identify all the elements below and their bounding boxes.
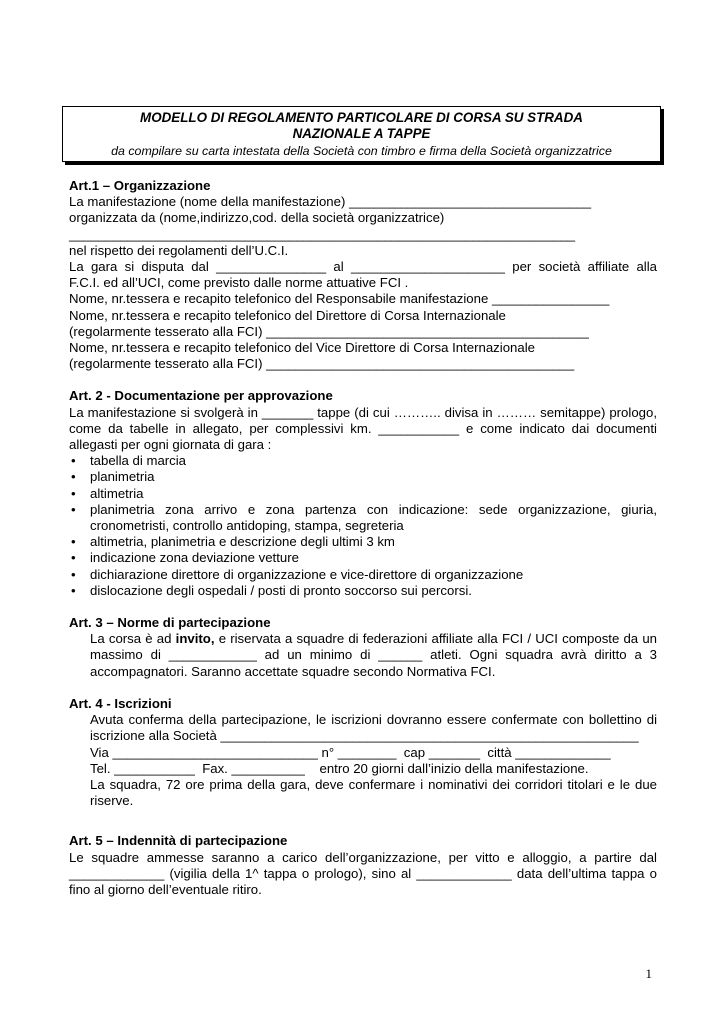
art2-line: La manifestazione si svolgerà in _______ tappe (di cui ……….. divisa in ……… semitappe) prologo, — [69, 404, 657, 420]
list-item: • dichiarazione direttore di organizzazione e vice-direttore di organizzazione — [90, 567, 657, 583]
art4-line: Via ____________________________ n° ________ cap _______ città _____________ — [90, 744, 611, 760]
art4-paragraph: La squadra, 72 ore prima della gara, deve confermare i nominativi dei corridori titolari e le due riserve. — [90, 776, 657, 809]
spacer — [69, 372, 657, 388]
list-item: • planimetria — [90, 469, 657, 485]
art2-line: come da tabelle in allegato, per complessivi km. ___________ e come indicato dai documenti — [69, 420, 657, 436]
list-item: • planimetria zona arrivo e zona partenza con indicazione: sede organizzazione, giuria, cronometristi, controllo antidoping, stampa, segreteria — [90, 502, 657, 534]
art1-line: organizzata da (nome,indirizzo,cod. della società organizzatrice) — [69, 210, 445, 226]
list-item: • altimetria, planimetria e descrizione degli ultimi 3 km — [90, 534, 657, 550]
art1-line: F.C.I. ed all’UCI, come previsto dalle norme attuative FCI . — [69, 275, 409, 291]
art5-paragraph: Le squadre ammesse saranno a carico dell’organizzazione, per vitto e alloggio, a partire dal _____________ (vigilia della 1^ tappa o prologo), sino al _____________ data dell’ultima tappa o fino al giorno dell’eventuale ritiro. — [69, 849, 657, 897]
art1-line: _____________________________________________________________________ — [69, 226, 576, 242]
art1-line: Nome, nr.tessera e recapito telefonico del Vice Direttore di Corsa Internazionale — [69, 340, 535, 356]
document-title-line2: NAZIONALE A TAPPE — [292, 126, 431, 141]
art1-line: nel rispetto dei regolamenti dell’U.C.I. — [69, 242, 289, 258]
art4-paragraph: Avuta conferma della partecipazione, le iscrizioni dovranno essere confermate con bollettino di iscrizione alla Società _________________________________________________________ — [90, 712, 657, 744]
art4-line: Tel. ___________ Fax. __________ entro 20 giorni dall’inizio della manifestazione. — [90, 760, 589, 776]
art1-line: Nome, nr.tessera e recapito telefonico del Direttore di Corsa Internazionale — [69, 307, 506, 323]
list-item: • indicazione zona deviazione vetture — [90, 550, 657, 566]
art4-heading: Art. 4 - Iscrizioni — [69, 695, 172, 711]
art1-line: (regolarmente tesserato alla FCI) ____________________________________________ — [69, 323, 589, 339]
art1-line: (regolarmente tesserato alla FCI) __________________________________________ — [69, 356, 575, 372]
spacer — [69, 680, 657, 696]
art3-paragraph — [69, 631, 657, 680]
document-body — [69, 178, 657, 898]
document-subtitle: da compilare su carta intestata della Società con timbro e firma della Società organizzatrice — [111, 144, 612, 158]
art2-heading: Art. 2 - Documentazione per approvazione — [69, 388, 333, 404]
spacer — [69, 809, 657, 833]
list-item: • altimetria — [90, 486, 657, 502]
art1-line: La gara si disputa dal _______________ al _____________________ per società affiliate alla — [69, 259, 657, 275]
art3-bold-text: invito, — [175, 631, 215, 647]
art2-line: allegasti per ogni giornata di gara : — [69, 437, 272, 453]
art2-bullet-list — [69, 453, 657, 599]
document-title-line1: MODELLO DI REGOLAMENTO PARTICOLARE DI CORSA SU STRADA — [140, 110, 583, 125]
title-box — [62, 106, 661, 162]
art1-line: Nome, nr.tessera e recapito telefonico del Responsabile manifestazione ________________ — [69, 291, 610, 307]
art1-line: La manifestazione (nome della manifestazione) _________________________________ — [69, 194, 592, 210]
art5-heading: Art. 5 – Indennità di partecipazione — [69, 833, 288, 849]
art1-heading: Art.1 – Organizzazione — [69, 178, 211, 193]
list-item: • dislocazione degli ospedali / posti di pronto soccorso sui percorsi. — [90, 583, 657, 599]
art3-text: La corsa è ad — [90, 631, 176, 647]
art3-heading: Art. 3 – Norme di partecipazione — [69, 615, 271, 631]
list-item: • tabella di marcia — [90, 453, 657, 469]
art3-text: e riservata a squadre di federazioni affiliate alla FCI / UCI composte da un massimo di ____________ ad un minimo di ______ atleti. Ogni squadra avrà diritto a 3 accompagnatori. Saranno accettate squadre secondo Normativa FCI. — [90, 631, 657, 679]
spacer — [69, 599, 657, 615]
page-number: 1 — [645, 966, 652, 981]
